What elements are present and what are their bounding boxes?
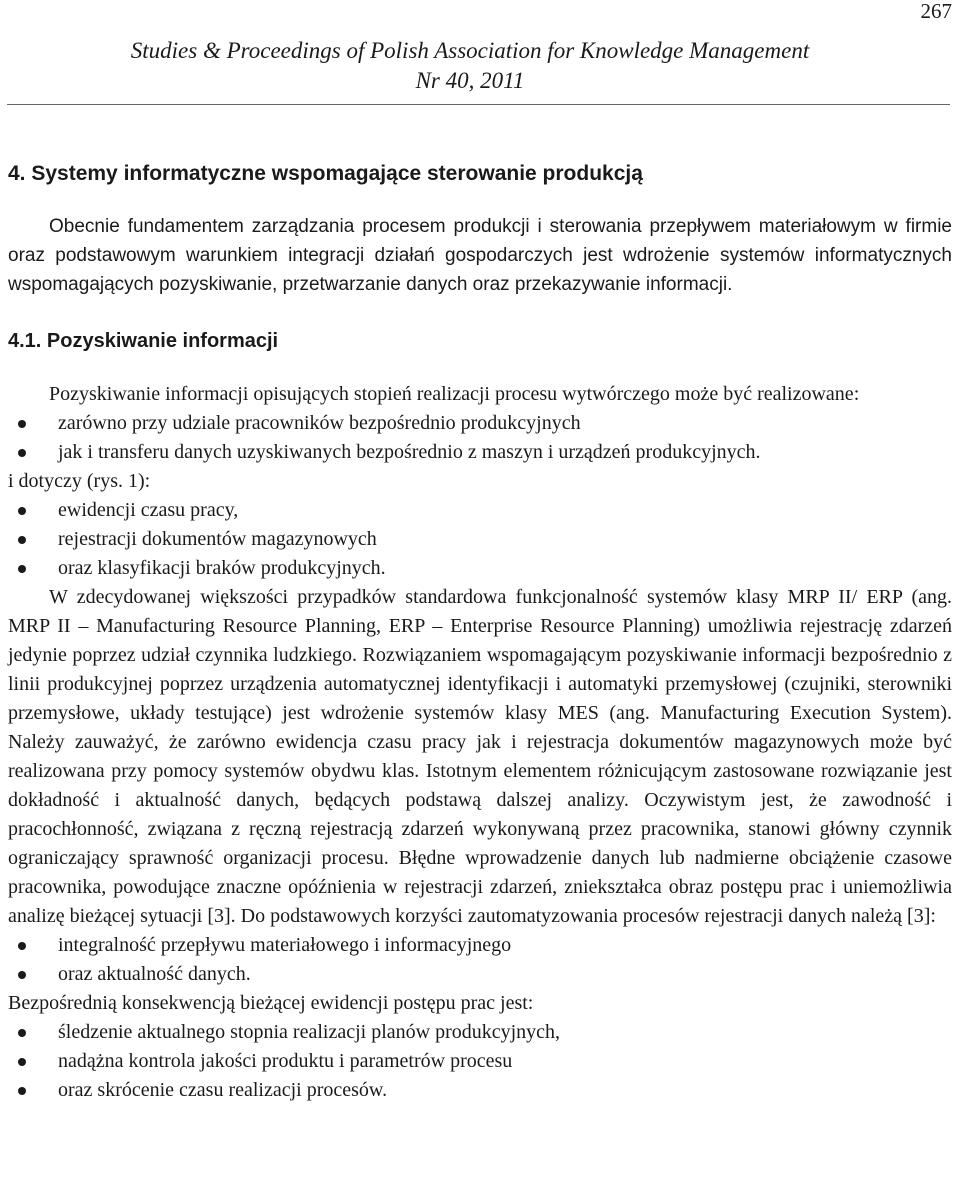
section-intro-paragraph: Obecnie fundamentem zarządzania procesem produkcji i sterowania przepływem materiałowym w firmie oraz podstawowym warunkiem integracji działań gospodarczych jest wdrożenie systemów informatycznych wspomagających pozyskiwanie, przetwarzanie danych oraz przekazywanie informacji. <box>8 216 952 295</box>
journal-title: Studies & Proceedings of Polish Association for Knowledge Management <box>130 38 810 63</box>
list-item: oraz skrócenie czasu realizacji procesów. <box>8 1076 952 1105</box>
list-item: ewidencji czasu pracy, <box>8 496 952 525</box>
bullet-list-methods <box>8 409 952 467</box>
bullet-icon <box>18 971 26 979</box>
page-number: 267 <box>920 0 952 23</box>
journal-header <box>0 36 940 96</box>
list-item: integralność przepływu materiałowego i informacyjnego <box>8 931 952 960</box>
bullet-list-scope <box>8 496 952 583</box>
bullet-icon <box>18 507 26 515</box>
bullet-list-consequences <box>8 1018 952 1105</box>
list-item: jak i transferu danych uzyskiwanych bezpośrednio z maszyn i urządzeń produkcyjnych. <box>8 438 952 467</box>
paragraph-main: W zdecydowanej większości przypadków standardowa funkcjonalność systemów klasy MRP II/ ERP (ang. MRP II – Manufacturing Resource Planning, ERP – Enterprise Resource Planning) umożliwia rejestrację zdarzeń jedynie poprzez udział czynnika ludzkiego. Rozwiązaniem wspomagającym pozyskiwanie informacji bezpośrednio z linii produkcyjnej poprzez urządzenia automatycznej identyfikacji i automatyki przemysłowej (czujniki, sterowniki przemysłowe, układy testujące) jest wdrożenie systemów klasy MES (ang. Manufacturing Execution System). Należy zauważyć, że zarówno ewidencja czasu pracy jak i rejestracja dokumentów magazynowych może być realizowana przy pomocy systemów obydwu klas. Istotnym elementem różnicującym zastosowane rozwiązanie jest dokładność i aktualność danych, będących podstawą dalszej analizy. Oczywistym jest, że zawodność i pracochłonność, związana z ręczną rejestracją zdarzeń wykonywaną przez pracownika, stanowi główny czynnik ograniczający sprawność organizacji procesu. Błędne wprowadzenie danych lub nadmierne obciążenie czasowe pracownika, powodujące znaczne opóźnienia w rejestracji zdarzeń, zniekształca obraz postępu prac i uniemożliwia analizę bieżącej sytuacji [3]. Do podstawowych korzyści zautomatyzowania procesów rejestracji danych należą [3]: <box>8 586 952 927</box>
header-divider <box>7 104 950 105</box>
list-item: śledzenie aktualnego stopnia realizacji planów produkcyjnych, <box>8 1018 952 1047</box>
list-item: oraz klasyfikacji braków produkcyjnych. <box>8 554 952 583</box>
list-item: zarówno przy udziale pracowników bezpośrednio produkcyjnych <box>8 409 952 438</box>
section-heading: 4. Systemy informatyczne wspomagające sterowanie produkcją <box>8 162 643 185</box>
paragraph-consequence: Bezpośrednią konsekwencją bieżącej ewidencji postępu prac jest: <box>8 992 534 1014</box>
bullet-icon <box>18 1029 26 1037</box>
bullet-icon <box>18 942 26 950</box>
list-item: nadążna kontrola jakości produktu i parametrów procesu <box>8 1047 952 1076</box>
bullet-icon <box>18 1058 26 1066</box>
bullet-icon <box>18 536 26 544</box>
article-body <box>8 159 952 1105</box>
bullet-icon <box>18 449 26 457</box>
bullet-icon <box>18 565 26 573</box>
paragraph-acquisition: Pozyskiwanie informacji opisujących stopień realizacji procesu wytwórczego może być realizowane: <box>49 383 860 405</box>
connector-text: i dotyczy (rys. 1): <box>8 470 151 492</box>
bullet-list-benefits <box>8 931 952 989</box>
list-item: oraz aktualność danych. <box>8 960 952 989</box>
bullet-icon <box>18 420 26 428</box>
list-item: rejestracji dokumentów magazynowych <box>8 525 952 554</box>
journal-issue: Nr 40, 2011 <box>415 68 525 93</box>
bullet-icon <box>18 1087 26 1095</box>
subsection-heading: 4.1. Pozyskiwanie informacji <box>8 330 279 352</box>
